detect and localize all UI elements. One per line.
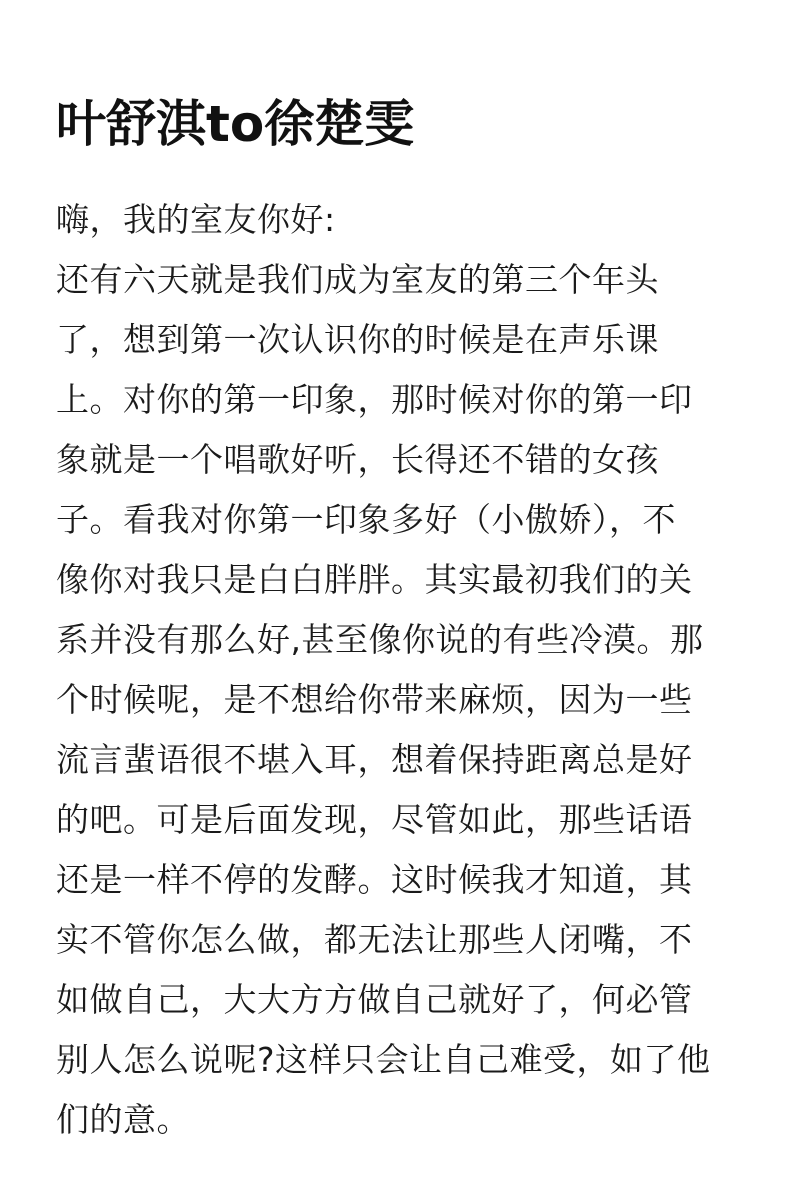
text-line: 像你对我只是白白胖胖。其实最初我们的关 [56, 560, 693, 599]
text-line: 象就是一个唱歌好听，长得还不错的女孩 [56, 440, 659, 479]
text-line: 别人怎么说呢?这样只会让自己难受，如了他 [56, 1040, 711, 1079]
text-line: 嗨，我的室友你好: [56, 200, 336, 239]
page-title: 叶舒淇to徐楚雯 [56, 95, 415, 153]
text-line: 的吧。可是后面发现，尽管如此，那些话语 [56, 800, 693, 839]
letter-body [56, 190, 711, 1150]
text-line: 如做自己，大大方方做自己就好了，何必管 [56, 980, 693, 1019]
text-line: 上。对你的第一印象，那时候对你的第一印 [56, 380, 693, 419]
text-line: 还是一样不停的发酵。这时候我才知道，其 [56, 860, 693, 899]
text-line: 还有六天就是我们成为室友的第三个年头 [56, 260, 659, 299]
text-line: 系并没有那么好,甚至像你说的有些冷漠。那 [56, 620, 704, 659]
text-line: 实不管你怎么做，都无法让那些人闭嘴，不 [56, 920, 693, 959]
text-line: 们的意。 [56, 1100, 190, 1139]
text-line: 子。看我对你第一印象多好（小傲娇），不 [56, 500, 676, 539]
text-line: 流言蜚语很不堪入耳，想着保持距离总是好 [56, 740, 693, 779]
text-line: 个时候呢，是不想给你带来麻烦，因为一些 [56, 680, 693, 719]
text-line: 了，想到第一次认识你的时候是在声乐课 [56, 320, 659, 359]
